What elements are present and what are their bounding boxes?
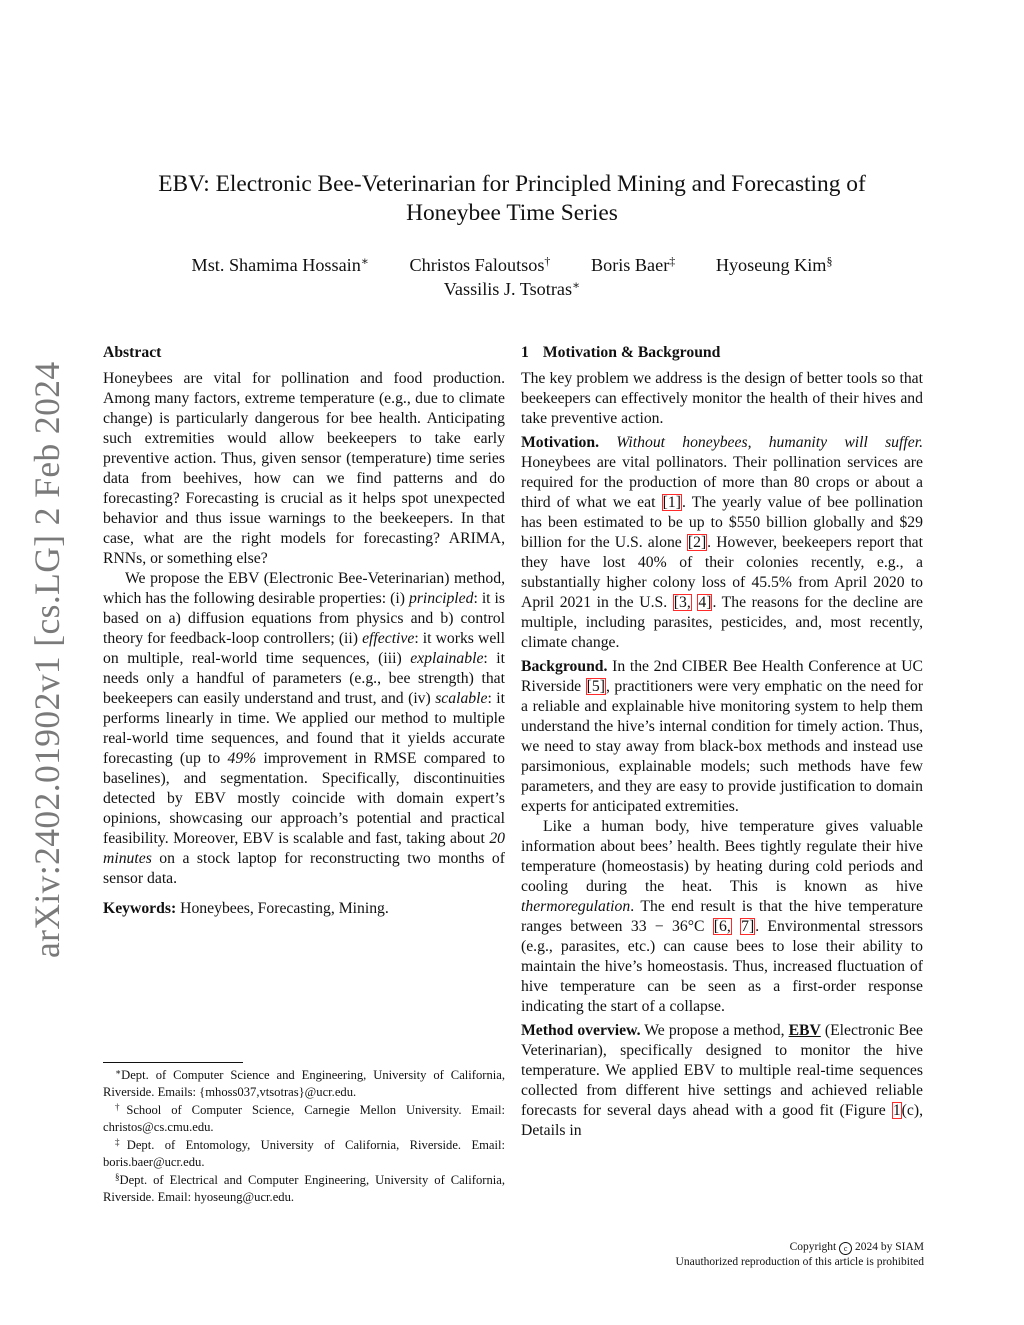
section-heading: 1 Motivation & Background [521,344,721,361]
author: Boris Baer‡ [590,254,676,275]
author-row-2 [100,277,924,301]
citation-link[interactable]: [3, [673,594,691,611]
ebv-term: EBV [788,1022,821,1039]
citation-link[interactable]: 4] [698,594,712,611]
author-row-1 [100,253,924,277]
left-column [103,340,505,919]
footnotes [103,1062,505,1207]
citation-link[interactable]: [6, [713,918,731,935]
footnote: ‡Dept. of Entomology, University of California, Riverside. Email: boris.baer@ucr.edu. [103,1137,506,1169]
title-line-1: EBV: Electronic Bee-Veterinarian for Principled Mining and Forecasting of [158,171,866,197]
abstract-paragraph-2: We propose the EBV (Electronic Bee-Veterinarian) method, which has the following desirable properties: (i) principled: it is based on a) diffusion equations from physics and b) control theory for feedback-loop controllers; (ii) effective: it works well on multiple, real-world time sequences, (iii) explainable: it needs only a handful of parameters (e.g., bee strength) that beekeepers can easily understand and trust, and (iv) scalable: it performs linearly in time. We applied our method to multiple real-world time sequences, and found that it yields accurate forecasting (up to 49% improvement in RMSE compared to baselines), and segmentation. Specifically, discontinuities detected by EBV mostly coincide with domain expert’s opinions, showcasing our approach’s potential and practical feasibility. Moreover, EBV is scalable and fast, taking about 20 minutes on a stock laptop for reconstructing two months of sensor data. [103,570,506,887]
motivation-paragraph: Motivation. Without honeybees, humanity will suffer. Honeybees are vital pollinators. Their pollination services are required for the production of more than 80 crops or about a third of what we eat [1]. The yearly value of bee pollination has been estimated to be up to $550 billion globally and $29 billion for the U.S. alone [2]. However, beekeepers report that they have lost 40% of their colonies recently, e.g., a substantially higher colony loss of 45.5% from April 2020 to April 2021 in the U.S. [3, 4]. The reasons for the decline are multiple, including parasites, pesticides, and, most recently, climate change. [521,434,923,651]
abstract-heading: Abstract [103,344,162,361]
citation-link[interactable]: [2] [687,534,707,551]
copyright-line-1: Copyright c 2024 by SIAM [789,1241,924,1253]
figure-link[interactable]: 1 [892,1102,901,1119]
footnote: §Dept. of Electrical and Computer Engineering, University of California, Riverside. Email: hyoseung@ucr.edu. [103,1172,505,1204]
footnote-rule [103,1062,243,1063]
footnote: ∗Dept. of Computer Science and Engineering, University of California, Riverside. Emails: {mhoss037,vtsotras}@ucr.edu. [103,1067,505,1099]
keywords: Keywords: Honeybees, Forecasting, Mining. [103,900,389,917]
copyright-notice [676,1240,924,1269]
citation-link[interactable]: [5] [586,678,605,695]
copyright-line-2: Unauthorized reproduction of this article is prohibited [675,1256,924,1268]
citation-link[interactable]: 7] [741,918,755,935]
method-overview-paragraph: Method overview. We propose a method, EBV (Electronic Bee Veterinarian), specifically designed to monitor the hive temperature. We applied EBV to multiple real-time sequences collected from different hive settings and achieved reliable forecasts for several days ahead with a good fit (Figure 1(c), Details in [521,1022,923,1139]
footnote: †School of Computer Science, Carnegie Mellon University. Email: christos@cs.cmu.edu. [103,1102,506,1134]
section-intro: The key problem we address is the design of better tools so that beekeepers can effectively monitor the health of their hives and take preventive action. [521,370,923,427]
paper-title [100,170,924,228]
author: Vassilis J. Tsotras∗ [443,278,581,299]
background-paragraph: Background. In the 2nd CIBER Bee Health Conference at UC Riverside [5], practitioners were very emphatic on the need for a reliable and explainable hive monitoring system to help them understand the hive’s internal condition for timely action. Thus, we need to stay away from black-box methods and instead use parsimonious, explainable models; such methods have few parameters, and they are easy to provide justification to domain experts for anticipated extremities. [521,658,923,815]
author: Hyoseung Kim§ [715,254,833,275]
title-line-2: Honeybee Time Series [406,200,618,226]
author-list [100,253,924,301]
abstract-paragraph-1: Honeybees are vital for pollination and food production. Among many factors, extreme temperature (e.g., due to climate change) is particularly dangerous for bee health. Anticipating such extremities would allow beekeepers to take early preventive action. Thus, given sensor (temperature) time series data from beehives, how can we find patterns and do forecasting? Forecasting is crucial as it helps spot unexpected behavior and thus issue warnings to the beekeepers. In that case, what are the right models for forecasting? ARIMA, RNNs, or something else? [103,370,505,567]
copyright-icon: c [839,1242,852,1255]
thermoregulation-paragraph: Like a human body, hive temperature gives valuable information about bees’ health. Bees tightly regulate their hive temperature (homeostasis) by heating during cold periods and cooling during the heat. This is known as hive thermoregulation. The end result is that the hive temperature ranges between 33 − 36°C [6, 7]. Environmental stressors (e.g., parasites, etc.) can cause bees to lose their ability to maintain the hive’s homeostasis. Thus, increased fluctuation of hive temperature can be seen as a first-order response indicating the start of a collapse. [521,818,924,1015]
right-column [521,340,923,1141]
citation-link[interactable]: [1] [662,494,681,511]
arxiv-identifier: arXiv:2402.01902v1 [cs.LG] 2 Feb 2024 [27,361,67,958]
author: Mst. Shamima Hossain∗ [191,254,369,275]
author: Christos Faloutsos† [409,254,551,275]
